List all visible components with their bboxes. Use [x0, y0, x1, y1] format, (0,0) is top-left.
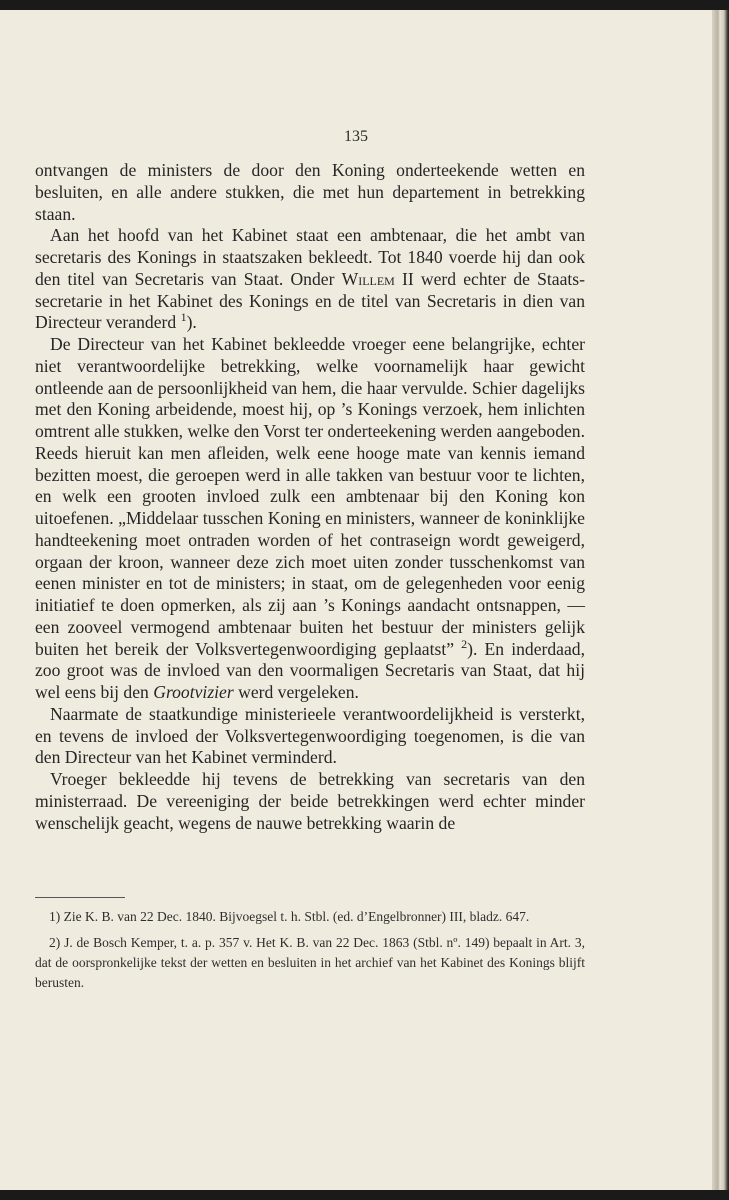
text-run: ). En inderdaad, zoo groot was de invloed van den voormaligen Secretaris van Staat, dat hij wel eens bij den — [35, 638, 585, 702]
footnote-reference: 2 — [461, 636, 468, 651]
book-page — [0, 10, 712, 1190]
footnote — [35, 933, 585, 993]
text-run: werd vergeleken. — [233, 682, 359, 702]
paragraph — [35, 704, 585, 769]
name-smallcaps: Willem — [341, 268, 395, 289]
footnote-marker: 2) — [49, 935, 61, 950]
paragraph — [35, 334, 585, 704]
text-run: ontvangen de ministers de door den Koning onderteekende wetten en besluiten, en alle andere stukken, die met hun departement in betrekking staan. — [35, 160, 585, 224]
footnote-marker: 1) — [49, 909, 61, 924]
body-text — [35, 160, 585, 834]
paragraph — [35, 160, 585, 225]
text-run: Naarmate de staatkundige ministerieele verantwoordelijkheid is versterkt, en tevens de invloed der Volksvertegenwoordiging toegenomen, is die van den Directeur van het Kabinet verminderd. — [35, 703, 585, 768]
footnote-separator — [35, 897, 125, 898]
page-edge — [712, 10, 729, 1190]
footnotes — [35, 907, 585, 999]
footnote-text: Zie K. B. van 22 Dec. 1840. Bijvoegsel t. h. Stbl. (ed. d’Engelbronner) III, bladz. 647. — [63, 909, 530, 924]
paragraph — [35, 769, 585, 834]
text-run: De Directeur van het Kabinet bekleedde vroeger eene belangrijke, echter niet verantwoordelijke betrekking, welke voornamelijk haar gewicht ontleende aan de persoonlijkheid van hem, die haar vervulde. Schier dagelijks met den Koning arbeidende, moest hij, op ’s Konings verzoek, hem inlichten omtrent alle stukken, welke den Vorst ter onderteekening werden aangeboden. Reeds hieruit kan men afleiden, welk eene hooge mate van kennis iemand bezitten moest, die geroepen werd in alle takken van bestuur voor te lichten, en welk een grooten invloed zulk een ambtenaar bij den Koning kon uitoefenen. „Middelaar tusschen Koning en ministers, wanneer de koninklijke handteekening moet ontraden worden of het contraseign wordt geweigerd, orgaan der kroon, wanneer deze zich moet uiten zonder tusschenkomst van eenen minister en tot de ministers; in staat, om de gelegenheden voor eenig initiatief te doen opmerken, als zij aan ’s Konings aandacht ontsnappen, — een zooveel vermogend ambtenaar buiten het bestuur der ministers gelijk buiten het bereik der Volksvertegenwoordiging geplaatst” — [35, 334, 585, 659]
text-run: II werd echter de Staats-secretarie in het Kabinet des Konings en de titel van Secretaris in dien van Directeur veranderd — [35, 268, 586, 333]
text-run: ). — [186, 312, 197, 333]
footnote — [35, 907, 585, 927]
paragraph — [35, 225, 585, 334]
italic-term: Grootvizier — [153, 682, 234, 702]
text-run: Vroeger bekleedde hij tevens de betrekking van secretaris van den ministerraad. De vereeniging der beide betrekkingen werd echter minder wenschelijk geacht, wegens de nauwe betrekking waarin de — [35, 769, 585, 833]
footnote-reference: 1 — [180, 310, 187, 325]
page-number: 135 — [344, 128, 368, 145]
footnote-text: J. de Bosch Kemper, t. a. p. 357 v. Het K. B. van 22 Dec. 1863 (Stbl. nº. 149) bepaalt in Art. 3, dat de oorspronkelijke tekst der wetten en besluiten in het archief van het Kabinet des Konings blijft berusten. — [35, 935, 586, 990]
text-run: Aan het hoofd van het Kabinet staat een ambtenaar, die het ambt van secretaris des Konings in staatszaken bekleedt. Tot 1840 voerde hij dan ook den titel van Secretaris van Staat. Onder — [35, 225, 585, 289]
